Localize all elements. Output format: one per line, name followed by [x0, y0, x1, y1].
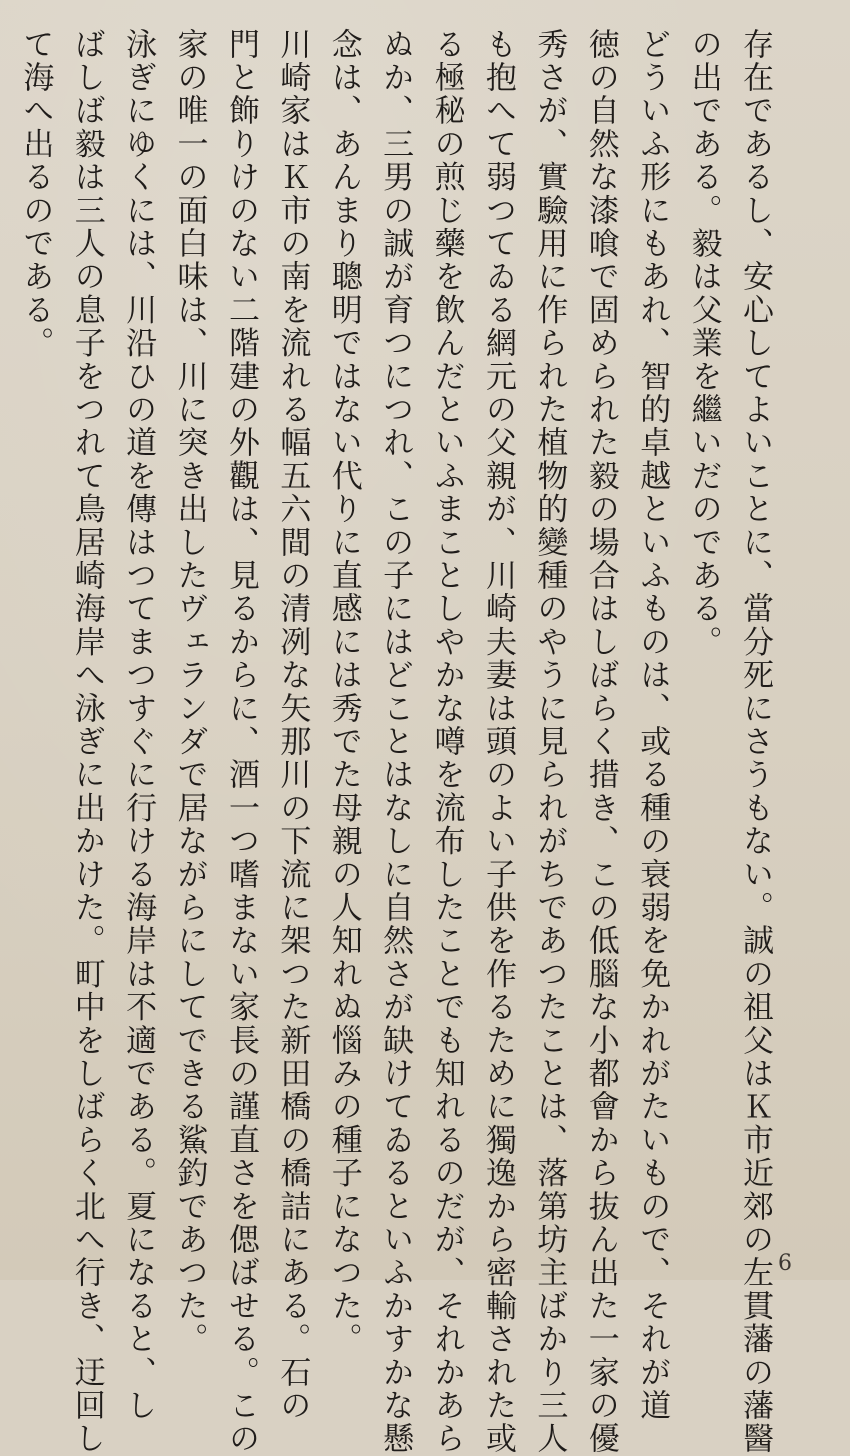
text-line-9: 念は、あんまり聰明ではない代りに直感には秀でた母親の人知れぬ惱みの種子になつた。 [325, 28, 362, 1356]
text-line-11: 門と飾りけのない二階建の外觀は、見るからに、酒一つ嗜まない家長の謹直さを偲ばせる。この [222, 28, 259, 1456]
text-line-7: る極秘の煎じ藥を飲んだといふまことしやかな噂を流布したことでも知れるのだが、それかあら [428, 28, 465, 1456]
page-number: 6 [778, 1251, 792, 1276]
text-line-2: の出である。毅は父業を繼いだのである。 [685, 28, 722, 659]
text-line-6: も抱へて弱つてゐる網元の父親が、川崎夫妻は頭のよい子供を作るために獨逸から密輸された或 [479, 28, 516, 1456]
vertical-text-block [9, 28, 780, 1456]
text-line-1: 存在であるし、安心してよいことに、當分死にさうもない。誠の祖父はＫ市近郊の左貫藩の藩醫 [737, 28, 773, 1456]
text-line-8: ぬか、三男の誠が育つにつれ、この子にはどことはなしに自然さが缺けてゐるといふかすかな懸 [377, 28, 414, 1456]
text-line-5: 秀さが、實驗用に作られた植物的變種のやうに見られがちであつたことは、落第坊主ばかり三人 [531, 28, 568, 1456]
text-line-13: 泳ぎにゆくには、川沿ひの道を傳はつてまつすぐに行ける海岸は不適である。夏になると、し [120, 28, 157, 1423]
text-line-3: どういふ形にもあれ、智的卓越といふものは、或る種の衰弱を免かれがたいもので、それが道 [634, 28, 671, 1423]
text-line-10: 川崎家はＫ市の南を流れる幅五六間の清冽な矢那川の下流に架つた新田橋の橋詰にある。石の [274, 28, 311, 1423]
text-line-15: て海へ出るのである。 [17, 28, 54, 360]
text-line-4: 徳の自然な漆喰で固められた毅の場合はしばらく措き、この低腦な小都會から抜ん出た一家の優 [582, 28, 619, 1456]
text-line-14: ばしば毅は三人の息子をつれて鳥居崎海岸へ泳ぎに出かけた。町中をしばらく北へ行き、迂回し [68, 28, 105, 1456]
text-line-12: 家の唯一の面白味は、川に突き出したヴェランダで居ながらにしてできる鯊釣であつた。 [171, 28, 208, 1356]
